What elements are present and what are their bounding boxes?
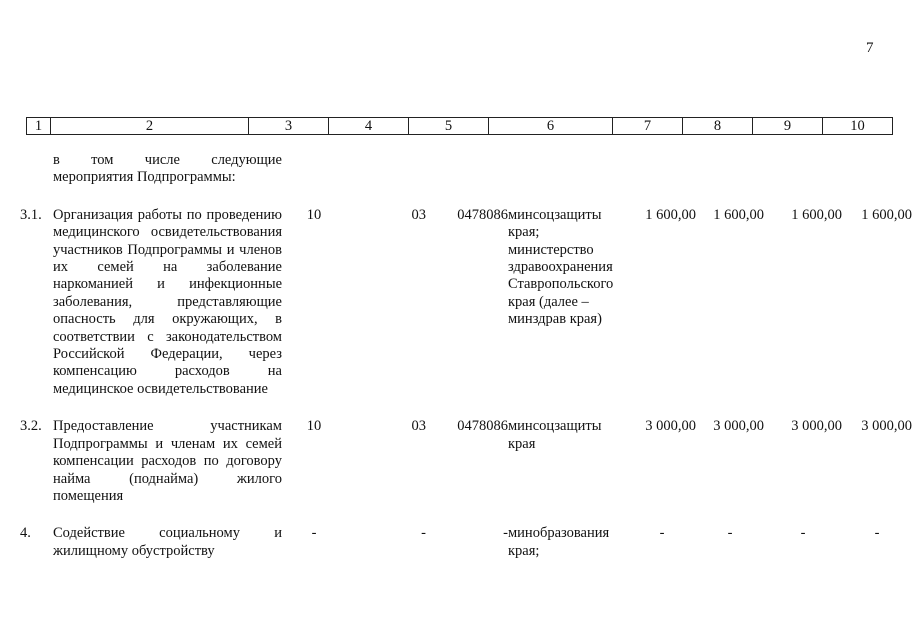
row-description: Организация работы по проведению медицинского освидетельствования участников Подпрограммы и членов их семей на заболевание наркоманией и инфекционные заболевания, представляющие опасность для окружающих, в соответствии с законодательством Российской Федерации, через компенсацию расходов на медицинское освидетельствование bbox=[53, 206, 282, 397]
cell-col-4: - bbox=[421, 525, 426, 542]
page-number: 7 bbox=[866, 40, 874, 56]
column-header-7: 7 bbox=[613, 118, 683, 135]
cell-col-7: 3 000,00 bbox=[645, 418, 696, 435]
cell-col-4: 03 bbox=[411, 206, 426, 223]
cell-col-4: 03 bbox=[411, 418, 426, 435]
column-header-2: 2 bbox=[51, 118, 249, 135]
column-header-8: 8 bbox=[683, 118, 753, 135]
column-header-5: 5 bbox=[409, 118, 489, 135]
table-row bbox=[20, 207, 912, 398]
column-header-4: 4 bbox=[329, 118, 409, 135]
cell-col-7: 1 600,00 bbox=[645, 206, 696, 223]
cell-col-3: - bbox=[311, 525, 317, 542]
cell-col-8: 1 600,00 bbox=[713, 206, 764, 223]
cell-col-6: минсоцзащиты края bbox=[508, 418, 602, 452]
cell-col-3: 10 bbox=[306, 206, 322, 223]
cell-col-6: минсоцзащиты края; министерство здравоохранения Ставропольского края (далее – минздрав края) bbox=[508, 206, 614, 328]
column-header-3: 3 bbox=[249, 118, 329, 135]
cell-col-5: - bbox=[503, 525, 508, 542]
cell-col-10: - bbox=[874, 525, 880, 542]
row-description: Содействие социальному и жилищному обустройству bbox=[53, 525, 282, 559]
column-header-1: 1 bbox=[27, 118, 51, 135]
cell-col-3: 10 bbox=[306, 418, 322, 435]
cell-col-5: 0478086 bbox=[457, 206, 508, 223]
column-header-10: 10 bbox=[823, 118, 893, 135]
row-number: 4. bbox=[20, 525, 31, 542]
intro-row bbox=[20, 152, 912, 187]
cell-col-8: 3 000,00 bbox=[713, 418, 764, 435]
cell-col-9: 1 600,00 bbox=[791, 206, 842, 223]
cell-col-6: минобразования края; bbox=[508, 525, 610, 559]
cell-col-7: - bbox=[659, 525, 665, 542]
cell-col-5: 0478086 bbox=[457, 418, 508, 435]
column-header-9: 9 bbox=[753, 118, 823, 135]
cell-col-8: - bbox=[727, 525, 733, 542]
table-row bbox=[20, 418, 912, 505]
cell-col-9: - bbox=[800, 525, 806, 542]
cell-col-10: 1 600,00 bbox=[861, 206, 912, 223]
row-number: 3.2. bbox=[20, 418, 42, 435]
row-number: 3.1. bbox=[20, 206, 42, 223]
column-header-6: 6 bbox=[489, 118, 613, 135]
cell-col-9: 3 000,00 bbox=[791, 418, 842, 435]
row-description: Предоставление участникам Подпрограммы и членам их семей компенсации расходов по договору найма (поднайма) жилого помещения bbox=[53, 418, 282, 504]
program-activities-table bbox=[20, 152, 912, 560]
table-row bbox=[20, 525, 912, 560]
cell-col-10: 3 000,00 bbox=[861, 418, 912, 435]
intro-text: в том числе следующие мероприятия Подпрограммы: bbox=[53, 152, 282, 186]
column-number-header bbox=[26, 117, 893, 135]
